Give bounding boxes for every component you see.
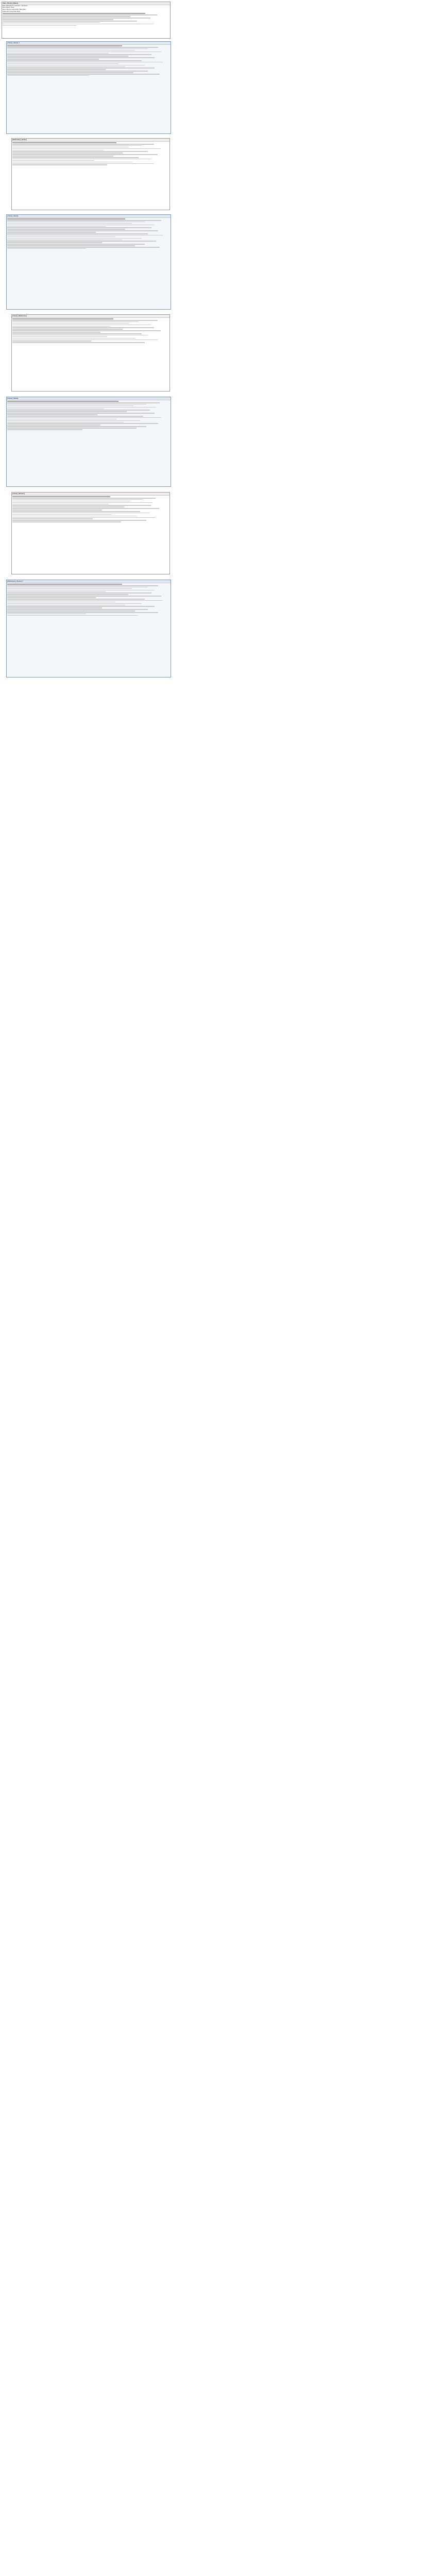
top-panel-line: Description: Notes bbox=[3, 6, 14, 9]
text-line bbox=[12, 163, 154, 164]
text-line bbox=[3, 19, 113, 20]
text-line bbox=[7, 62, 163, 63]
text-line bbox=[7, 420, 140, 421]
text-line bbox=[12, 511, 140, 512]
text-line bbox=[12, 154, 158, 155]
text-line bbox=[7, 594, 128, 595]
text-line bbox=[12, 508, 159, 509]
text-line bbox=[7, 240, 122, 241]
text-line bbox=[7, 45, 122, 46]
text-line bbox=[12, 148, 161, 149]
text-line bbox=[7, 218, 125, 219]
text-line bbox=[12, 520, 146, 521]
text-line bbox=[3, 22, 100, 23]
text-line bbox=[7, 584, 122, 585]
section-7 bbox=[6, 580, 171, 677]
text-line bbox=[12, 150, 104, 151]
text-line bbox=[7, 599, 145, 600]
text-line bbox=[7, 602, 115, 603]
text-line bbox=[12, 333, 142, 334]
section-title: {Reference} {Notes} 2 bbox=[7, 580, 171, 583]
text-line bbox=[7, 587, 148, 588]
text-line bbox=[7, 426, 146, 427]
text-line bbox=[12, 326, 110, 327]
text-line bbox=[7, 245, 135, 246]
text-line bbox=[7, 405, 133, 406]
text-line bbox=[12, 496, 110, 497]
section-title: {Notes} {Sheet} bbox=[7, 215, 171, 218]
text-line bbox=[7, 65, 145, 66]
section-1 bbox=[6, 41, 171, 134]
text-line bbox=[12, 318, 113, 319]
section-title: {Notes} {Reference} bbox=[12, 315, 169, 318]
section-2 bbox=[11, 138, 170, 210]
text-line bbox=[7, 417, 161, 418]
text-line bbox=[7, 597, 96, 598]
text-line bbox=[12, 340, 158, 341]
text-line bbox=[7, 248, 86, 249]
text-line bbox=[12, 514, 112, 515]
text-line bbox=[7, 596, 161, 597]
text-line bbox=[7, 72, 133, 73]
text-line bbox=[7, 242, 102, 243]
text-line bbox=[7, 425, 100, 426]
text-line bbox=[3, 21, 137, 22]
text-line bbox=[12, 144, 154, 145]
text-line bbox=[7, 428, 137, 429]
text-line bbox=[7, 409, 104, 410]
text-line bbox=[7, 429, 82, 430]
text-line bbox=[7, 422, 124, 423]
section-4 bbox=[11, 314, 170, 392]
section-3 bbox=[6, 214, 171, 310]
text-line bbox=[7, 590, 155, 591]
text-line bbox=[7, 232, 96, 233]
text-line bbox=[7, 607, 102, 608]
text-line bbox=[12, 145, 142, 146]
text-line bbox=[12, 321, 139, 323]
text-line bbox=[7, 238, 142, 239]
text-line bbox=[7, 585, 158, 586]
text-line bbox=[12, 518, 93, 519]
text-line bbox=[3, 13, 145, 14]
text-line bbox=[3, 16, 130, 17]
text-line bbox=[7, 606, 155, 607]
text-line bbox=[7, 57, 155, 58]
text-line bbox=[7, 227, 151, 228]
text-line bbox=[12, 516, 137, 517]
text-line bbox=[12, 327, 154, 328]
section-title: {Notes} {Sheet} bbox=[7, 397, 171, 400]
text-line bbox=[12, 159, 151, 160]
text-line bbox=[12, 521, 121, 522]
text-line bbox=[7, 54, 151, 55]
text-line bbox=[7, 53, 109, 54]
text-line bbox=[12, 151, 148, 152]
text-line bbox=[7, 413, 155, 414]
text-line bbox=[7, 247, 160, 248]
text-line bbox=[7, 236, 115, 238]
text-line bbox=[7, 74, 160, 75]
text-line bbox=[12, 157, 139, 158]
text-line bbox=[7, 414, 97, 415]
text-line bbox=[7, 67, 155, 69]
text-line bbox=[12, 147, 129, 148]
text-line bbox=[7, 615, 138, 616]
top-panel-line: Record ID Account Status Time Entry bbox=[3, 8, 26, 10]
section-title: {Reference} {Notes} bbox=[12, 139, 169, 142]
text-line bbox=[3, 14, 157, 15]
text-line bbox=[12, 506, 124, 507]
text-line bbox=[12, 323, 129, 324]
text-line bbox=[12, 335, 148, 336]
text-line bbox=[7, 59, 99, 60]
text-line bbox=[7, 402, 160, 403]
text-line bbox=[7, 591, 106, 592]
text-line bbox=[7, 614, 86, 615]
text-line bbox=[7, 225, 155, 226]
top-panel-line: Date 2023-09-25 11:59 UTC · Reviewer bbox=[3, 4, 28, 7]
text-line bbox=[7, 233, 148, 234]
text-line bbox=[7, 241, 156, 242]
text-line bbox=[7, 592, 151, 594]
top-panel-line: Name Ref Group Date Entry bbox=[3, 10, 21, 12]
text-line bbox=[12, 152, 123, 154]
text-line bbox=[12, 329, 123, 330]
text-line bbox=[3, 24, 154, 25]
text-line bbox=[7, 220, 161, 221]
text-line bbox=[3, 18, 150, 19]
text-line bbox=[12, 325, 151, 326]
text-line bbox=[7, 423, 158, 424]
text-line bbox=[12, 336, 107, 337]
text-line bbox=[7, 66, 125, 67]
text-line bbox=[7, 419, 117, 420]
text-line bbox=[7, 48, 148, 49]
section-5 bbox=[6, 397, 171, 487]
section-title: {Notes} {Sheet} 1 bbox=[7, 42, 171, 45]
text-line bbox=[7, 603, 142, 604]
text-line bbox=[12, 341, 91, 342]
text-line bbox=[7, 56, 128, 57]
text-line bbox=[7, 63, 118, 64]
text-line bbox=[12, 156, 113, 157]
text-line bbox=[7, 600, 163, 601]
text-line bbox=[12, 330, 161, 331]
section-title: {Notes} {Review} bbox=[12, 493, 169, 496]
text-line bbox=[7, 230, 158, 231]
text-line bbox=[7, 612, 158, 613]
text-line bbox=[12, 160, 94, 161]
text-line bbox=[12, 504, 109, 505]
text-line bbox=[7, 410, 150, 411]
text-line bbox=[12, 162, 132, 163]
text-line bbox=[12, 164, 107, 165]
text-line bbox=[7, 605, 125, 606]
text-line bbox=[12, 498, 156, 499]
text-line bbox=[7, 411, 127, 412]
text-line bbox=[7, 75, 89, 76]
text-line bbox=[7, 226, 106, 227]
top-panel-header: Show {Notes} {Sheet} bbox=[2, 2, 170, 5]
text-line bbox=[7, 69, 106, 70]
top-panel bbox=[2, 2, 171, 39]
section-6 bbox=[11, 492, 170, 574]
text-line bbox=[12, 499, 143, 500]
text-line bbox=[7, 47, 158, 48]
text-line bbox=[12, 342, 145, 343]
text-line bbox=[12, 320, 158, 321]
text-line bbox=[7, 223, 132, 224]
text-line bbox=[7, 222, 145, 223]
text-line bbox=[12, 142, 116, 143]
text-line bbox=[7, 407, 156, 408]
text-line bbox=[7, 401, 118, 402]
text-line bbox=[7, 71, 148, 72]
text-line bbox=[12, 505, 151, 506]
text-line bbox=[7, 52, 161, 53]
text-line bbox=[7, 50, 135, 51]
text-line bbox=[12, 510, 102, 511]
text-line bbox=[12, 513, 149, 514]
text-line bbox=[12, 338, 135, 339]
text-line bbox=[12, 517, 156, 518]
text-line bbox=[7, 235, 163, 236]
text-line bbox=[7, 404, 146, 405]
text-line bbox=[7, 416, 143, 417]
text-line bbox=[12, 502, 152, 503]
text-line bbox=[7, 611, 135, 612]
text-line bbox=[12, 332, 100, 333]
text-line bbox=[7, 229, 125, 230]
text-line bbox=[7, 60, 142, 61]
text-line bbox=[12, 501, 131, 502]
text-line bbox=[7, 244, 145, 245]
text-line bbox=[7, 609, 148, 610]
text-line bbox=[3, 25, 76, 26]
text-line bbox=[7, 588, 132, 589]
